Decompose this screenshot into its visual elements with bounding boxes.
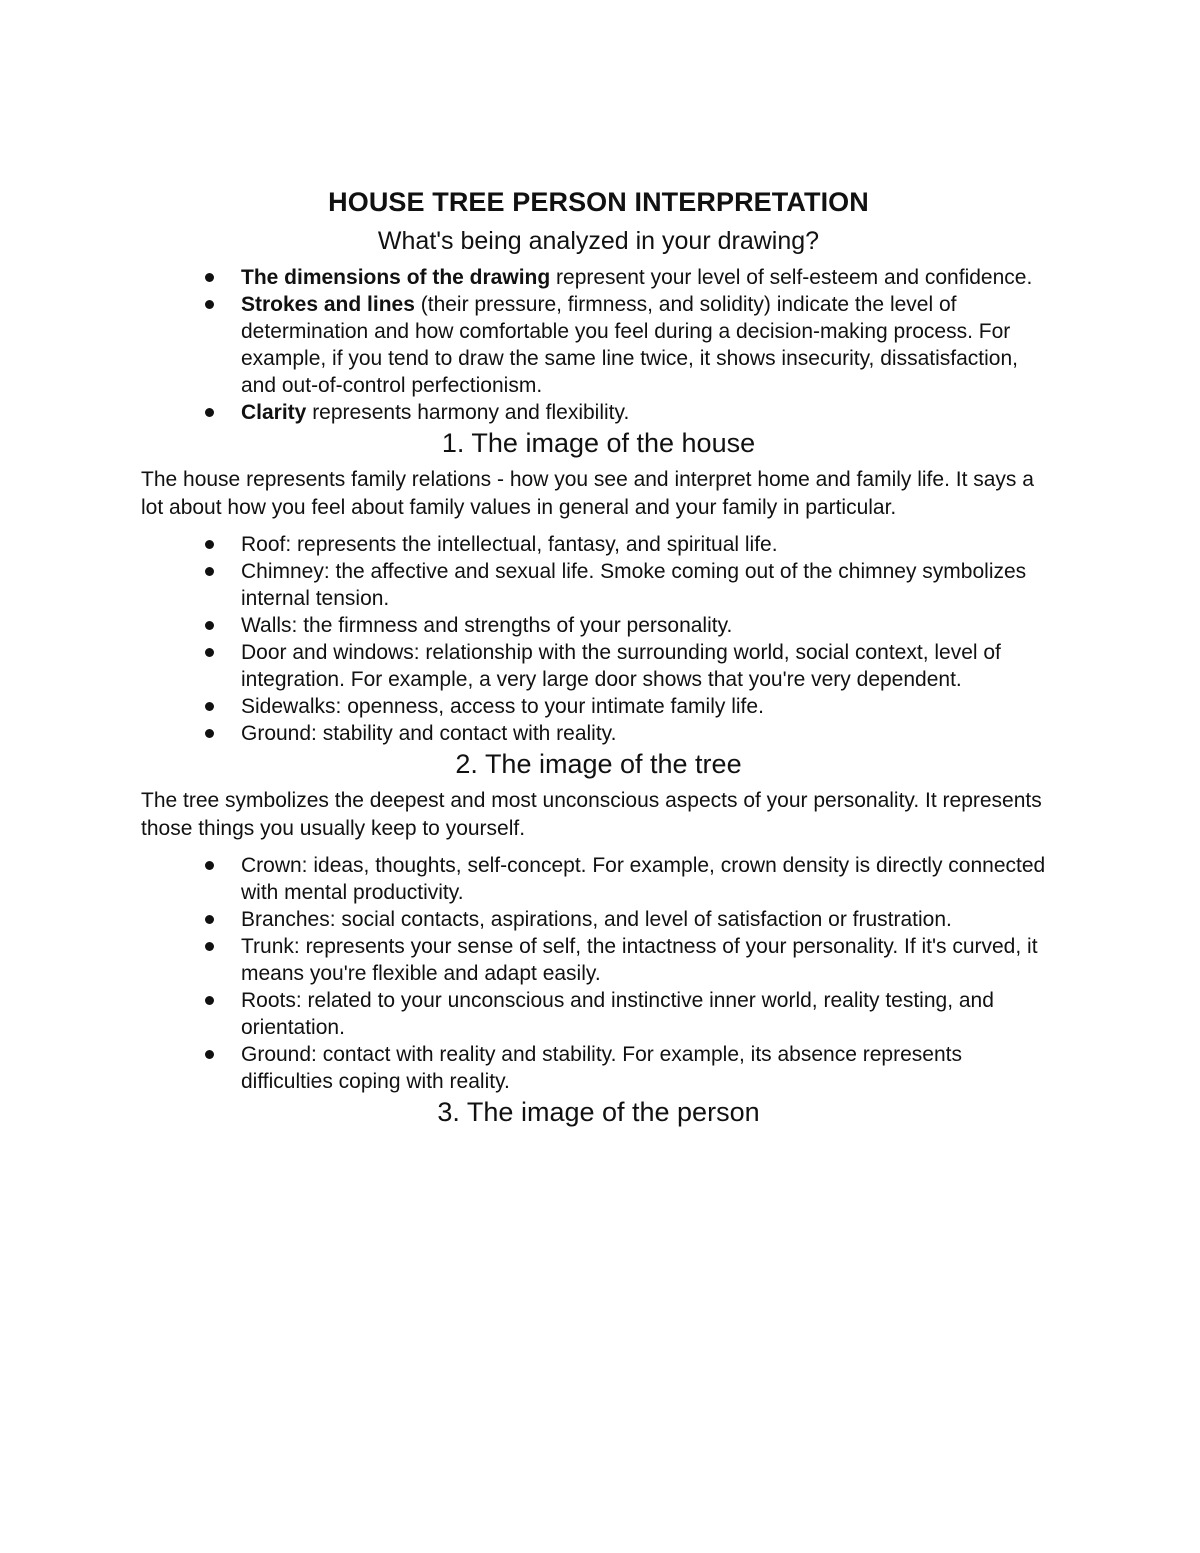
- bullet-icon: [205, 1050, 214, 1059]
- list-item: [141, 1041, 1056, 1095]
- list-item: [141, 720, 1056, 747]
- list-item-text: Roots: related to your unconscious and instinctive inner world, reality testing, and orientation.: [241, 989, 994, 1039]
- bullet-icon: [205, 648, 214, 657]
- bullet-icon: [205, 300, 214, 309]
- list-item: [141, 558, 1056, 612]
- list-item: [141, 264, 1056, 291]
- house-list: [141, 531, 1056, 747]
- list-item-text: represents harmony and flexibility.: [306, 401, 630, 424]
- list-item: [141, 852, 1056, 906]
- list-item-bold: Strokes and lines: [241, 293, 415, 316]
- list-item: [141, 291, 1056, 399]
- list-item-bold: Clarity: [241, 401, 307, 424]
- list-item: [141, 612, 1056, 639]
- list-item: [141, 906, 1056, 933]
- document-content: [141, 185, 1056, 1129]
- list-item: [141, 987, 1056, 1041]
- bullet-icon: [205, 729, 214, 738]
- section-heading-tree: 2. The image of the tree: [455, 749, 742, 779]
- list-item: [141, 639, 1056, 693]
- list-item-text: Trunk: represents your sense of self, the intactness of your personality. If it's curved, it means you're flexible and adapt easily.: [241, 935, 1038, 985]
- bullet-icon: [205, 915, 214, 924]
- bullet-icon: [205, 702, 214, 711]
- bullet-icon: [205, 861, 214, 870]
- bullet-icon: [205, 942, 214, 951]
- bullet-icon: [205, 408, 214, 417]
- section-text-tree: The tree symbolizes the deepest and most unconscious aspects of your personality. It represents those things you usually keep to yourself.: [141, 789, 1042, 840]
- bullet-icon: [205, 273, 214, 282]
- list-item-text: Crown: ideas, thoughts, self-concept. For example, crown density is directly connected with mental productivity.: [241, 854, 1046, 904]
- bullet-icon: [205, 540, 214, 549]
- list-item-text: Roof: represents the intellectual, fantasy, and spiritual life.: [241, 533, 778, 556]
- list-item-bold: The dimensions of the drawing: [241, 266, 551, 289]
- list-item: [141, 399, 1056, 426]
- tree-list: [141, 852, 1056, 1095]
- list-item-text: Walls: the firmness and strengths of your personality.: [241, 614, 733, 637]
- list-item-text: Ground: contact with reality and stability. For example, its absence represents difficulties coping with reality.: [241, 1043, 962, 1093]
- bullet-icon: [205, 996, 214, 1005]
- list-item: [141, 531, 1056, 558]
- bullet-icon: [205, 567, 214, 576]
- list-item-text: Branches: social contacts, aspirations, and level of satisfaction or frustration.: [241, 908, 952, 931]
- section-heading-house: 1. The image of the house: [441, 428, 756, 458]
- list-item: [141, 693, 1056, 720]
- list-item-text: Ground: stability and contact with reality.: [241, 722, 617, 745]
- list-item-text: represent your level of self-esteem and confidence.: [550, 266, 1033, 289]
- list-item-text: (their pressure, firmness, and solidity) indicate the level of determination and how comfortable you feel during a decision-making process. For example, if you tend to draw the same line twice, it shows insecurity, dissatisfaction, and out-of-control perfectionism.: [241, 293, 1018, 397]
- intro-list: [141, 264, 1056, 426]
- list-item-text: Door and windows: relationship with the surrounding world, social context, level of integration. For example, a very large door shows that you're very dependent.: [241, 641, 1001, 691]
- list-item-text: Chimney: the affective and sexual life. Smoke coming out of the chimney symbolizes internal tension.: [241, 560, 1027, 610]
- document-subtitle: What's being analyzed in your drawing?: [377, 227, 820, 255]
- list-item: [141, 933, 1056, 987]
- bullet-icon: [205, 621, 214, 630]
- section-heading-person: 3. The image of the person: [437, 1097, 760, 1127]
- document-title: HOUSE TREE PERSON INTERPRETATION: [328, 187, 869, 217]
- section-text-house: The house represents family relations - how you see and interpret home and family life. It says a lot about how you feel about family values in general and your family in particular.: [141, 468, 1034, 519]
- list-item-text: Sidewalks: openness, access to your intimate family life.: [241, 695, 764, 718]
